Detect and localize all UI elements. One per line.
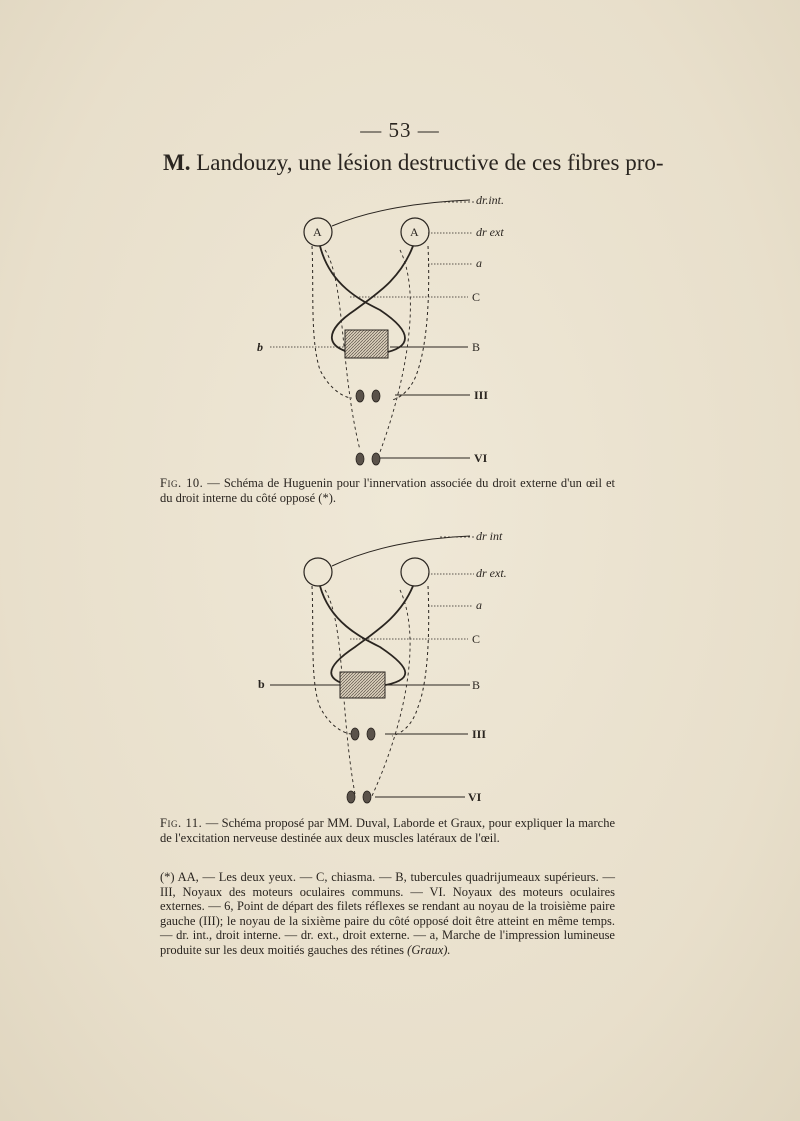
figure-11-number: Fig. 11. (160, 816, 203, 830)
body-text-line (163, 150, 664, 176)
figure-11-caption-text: — Schéma proposé par MM. Duval, Laborde et Graux, pour expliquer la marche de l'excitation nerveuse destinée aux deux muscles latéraux de l'œil. (160, 816, 615, 845)
quadrigemina-box (345, 330, 388, 358)
label-a: a (476, 256, 482, 270)
label-b-right: B (472, 678, 481, 692)
label-b-right: B (472, 340, 481, 354)
left-eye-circle (304, 558, 332, 586)
label-iii: III (472, 727, 487, 741)
quadrigemina-box (340, 672, 385, 698)
label-b-left: b (257, 340, 263, 354)
label-vi: VI (474, 451, 488, 465)
footnote (160, 870, 615, 957)
page-number: — 53 — (360, 118, 440, 142)
right-eye-circle (401, 558, 429, 586)
label-c: C (472, 290, 481, 304)
body-text-rest: Landouzy, une lésion destructive de ces fibres pro- (190, 150, 664, 175)
label-a: a (476, 598, 482, 612)
body-text-lead: M. (163, 150, 191, 175)
footnote-text: (*) AA, — Les deux yeux. — C, chiasma. — B, tubercules quadrijumeaux supérieurs. — III, Noyaux des moteurs oculaires communs. — VI. Noyaux des moteurs oculaires externes. — 6, Point de départ des filets réflexes se rendant au noyau de la troisième paire gauche (III); le noyau de la sixième paire du côté opposé doit être atteint en même temps. — dr. int., droit interne. — dr. ext., droit externe. — a, Marche de l'impression lumineuse produite sur les deux moitiés gauches des rétines (160, 870, 615, 957)
figure-10-caption (160, 476, 615, 505)
figure-11-caption (160, 816, 615, 845)
footnote-source: (Graux). (407, 942, 451, 957)
label-dr-ext: dr ext (476, 225, 504, 239)
figure-10-number: Fig. 10. (160, 476, 204, 490)
eye-label-left: A (313, 225, 322, 239)
label-iii: III (474, 388, 489, 402)
label-c: C (472, 632, 481, 646)
label-dr-ext: dr ext. (476, 566, 507, 580)
label-dr-int: dr.int. (476, 193, 505, 207)
label-b-left: b (258, 677, 265, 691)
label-vi: VI (468, 790, 482, 804)
figure-10-caption-text: — Schéma de Huguenin pour l'innervation associée du droit externe d'un œil et du droit interne du côté opposé (*). (160, 476, 616, 505)
figure-10-diagram (0, 190, 800, 470)
label-dr-int: dr int (476, 529, 503, 543)
figure-11-diagram (0, 522, 800, 807)
eye-label-right: A (410, 225, 419, 239)
